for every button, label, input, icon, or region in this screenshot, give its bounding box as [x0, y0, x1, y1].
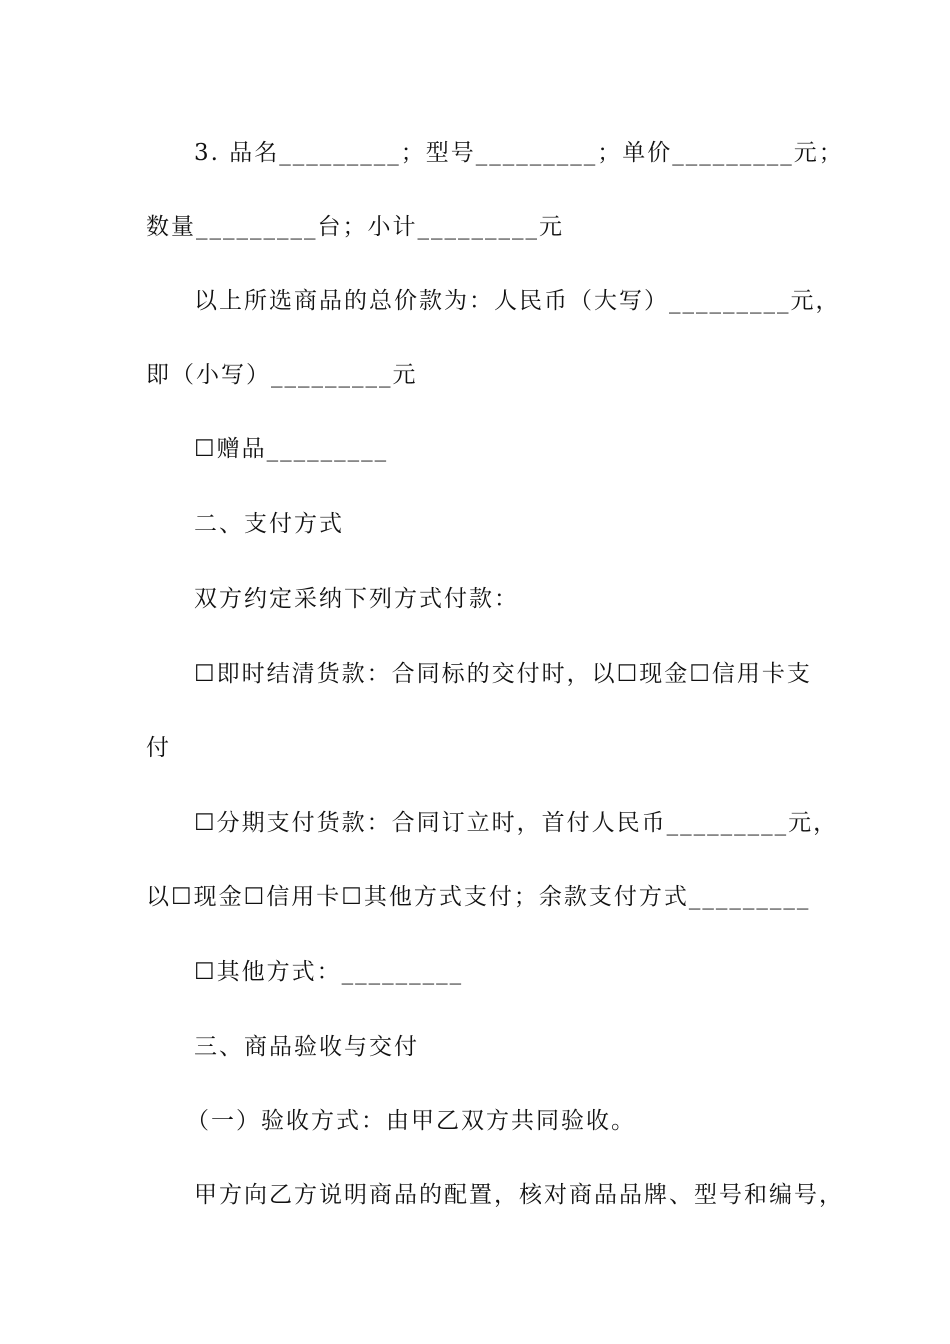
payment-option-installment: ☐分期支付货款：合同订立时，首付人民币_________元， — [194, 810, 839, 836]
section-heading-payment-method: 二、支付方式 — [194, 511, 344, 537]
inspection-detail-line: 甲方向乙方说明商品的配置，核对商品品牌、型号和编号， — [194, 1182, 844, 1208]
inspection-method-line: （一）验收方式：由甲乙双方共同验收。 — [186, 1108, 636, 1134]
payment-intro-line: 双方约定采纳下列方式付款： — [194, 586, 519, 612]
total-price-uppercase-line: 以上所选商品的总价款为：人民币（大写）_________元， — [194, 288, 841, 314]
payment-option-other: ☐其他方式：_________ — [194, 959, 464, 985]
quantity-subtotal-line: 数量_________台；小计_________元 — [146, 214, 564, 240]
gift-option-line: ☐赠品_________ — [194, 436, 389, 462]
payment-option-immediate: ☐即时结清货款：合同标的交付时，以☐现金☐信用卡支 — [194, 661, 812, 687]
payment-option-immediate-continued: 付 — [146, 735, 171, 761]
product-line-item-3: 3. 品名_________；型号_________；单价_________元； — [194, 140, 844, 166]
total-price-lowercase-line: 即（小写）_________元 — [146, 362, 418, 388]
payment-option-installment-continued: 以☐现金☐信用卡☐其他方式支付；余款支付方式_________ — [146, 884, 811, 910]
section-heading-inspection-delivery: 三、商品验收与交付 — [194, 1034, 419, 1060]
